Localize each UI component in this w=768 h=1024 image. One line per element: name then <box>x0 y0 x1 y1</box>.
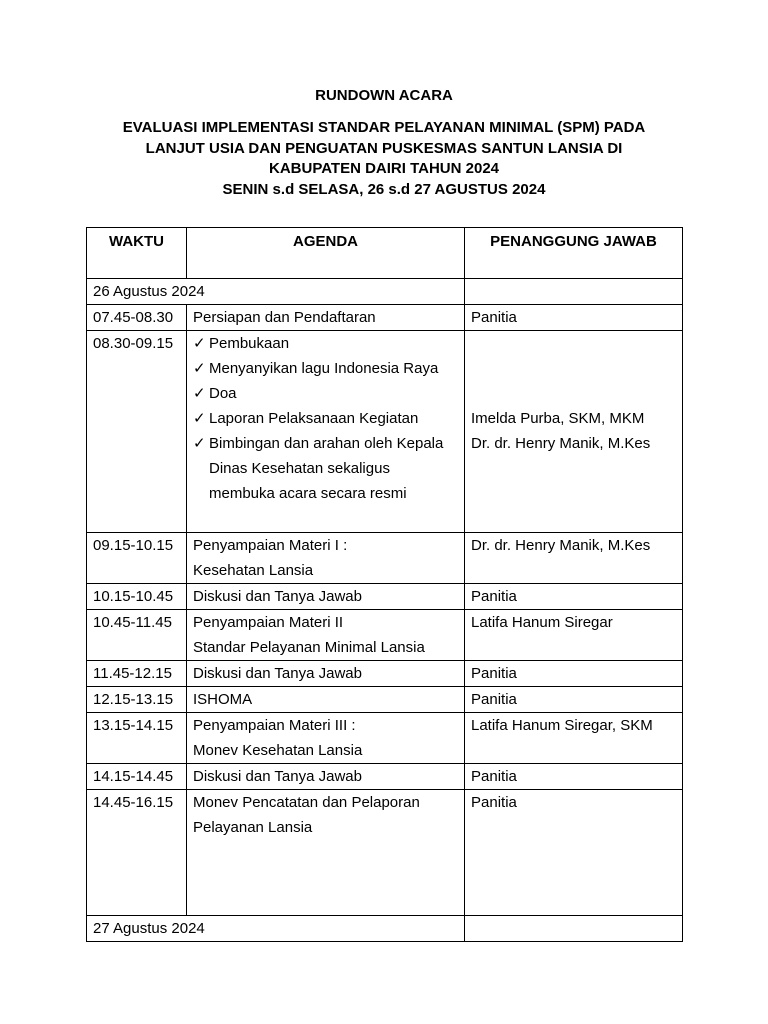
agenda-line: Diskusi dan Tanya Jawab <box>193 588 362 605</box>
checkmark-icon: ✓ <box>193 335 206 352</box>
agenda-line: Diskusi dan Tanya Jawab <box>193 665 362 682</box>
time-cell: 12.15-13.15 <box>87 687 187 713</box>
agenda-line: Pelayanan Lansia <box>193 819 313 836</box>
pic-cell <box>465 584 683 610</box>
time-cell: 14.15-14.45 <box>87 764 187 790</box>
empty-cell <box>465 279 683 305</box>
pic-line: Panitia <box>471 768 517 785</box>
header-penanggung-jawab: PENANGGUNG JAWAB <box>465 228 683 279</box>
date-label: 27 Agustus 2024 <box>87 916 465 942</box>
pic-line: Panitia <box>471 691 517 708</box>
agenda-line: ISHOMA <box>193 691 253 708</box>
agenda-cell <box>187 687 465 713</box>
pic-line: Panitia <box>471 665 517 682</box>
agenda-line: Penyampaian Materi III : <box>193 717 356 734</box>
time-cell: 09.15-10.15 <box>87 533 187 584</box>
date-row <box>87 916 683 942</box>
table-row <box>87 305 683 331</box>
pic-cell <box>465 305 683 331</box>
checkmark-icon: ✓ <box>193 410 206 427</box>
agenda-cell <box>187 610 465 661</box>
checkmark-icon: ✓ <box>193 360 206 377</box>
table-row <box>87 713 683 764</box>
empty-cell <box>465 916 683 942</box>
document-title: RUNDOWN ACARA <box>315 87 453 104</box>
agenda-cell <box>187 331 465 533</box>
subtitle-line: EVALUASI IMPLEMENTASI STANDAR PELAYANAN MINIMAL (SPM) PADA <box>122 119 646 136</box>
pic-line: Latifa Hanum Siregar <box>471 614 613 631</box>
pic-line: Latifa Hanum Siregar, SKM <box>471 717 653 734</box>
table-row <box>87 790 683 916</box>
subtitle-line: KABUPATEN DAIRI TAHUN 2024 <box>268 160 500 177</box>
pic-line: Panitia <box>471 794 517 811</box>
table-row <box>87 584 683 610</box>
subtitle-date-line: SENIN s.d SELASA, 26 s.d 27 AGUSTUS 2024 <box>222 180 546 198</box>
checkmark-icon: ✓ <box>193 435 206 452</box>
time-cell: 08.30-09.15 <box>87 331 187 533</box>
document-subtitle <box>0 118 768 200</box>
table-row <box>87 331 683 533</box>
pic-cell <box>465 764 683 790</box>
agenda-cell <box>187 661 465 687</box>
agenda-line: Penyampaian Materi II <box>193 614 344 631</box>
date-row <box>87 279 683 305</box>
pic-line: Dr. dr. Henry Manik, M.Kes <box>471 435 651 452</box>
time-cell: 13.15-14.15 <box>87 713 187 764</box>
pic-line: Dr. dr. Henry Manik, M.Kes <box>471 537 651 554</box>
checklist-item: ✓ Laporan Pelaksanaan Kegiatan <box>193 406 458 431</box>
agenda-cell <box>187 584 465 610</box>
agenda-line: Monev Pencatatan dan Pelaporan <box>193 794 420 811</box>
pic-line: Panitia <box>471 588 517 605</box>
checklist-item: ✓ Pembukaan <box>193 331 458 356</box>
pic-cell <box>465 533 683 584</box>
agenda-cell <box>187 790 465 916</box>
agenda-cell <box>187 713 465 764</box>
agenda-line: Monev Kesehatan Lansia <box>193 742 363 759</box>
agenda-line: Standar Pelayanan Minimal Lansia <box>193 639 425 656</box>
checklist-item: ✓ Menyanyikan lagu Indonesia Raya <box>193 356 458 381</box>
table-row <box>87 661 683 687</box>
subtitle-line: LANJUT USIA DAN PENGUATAN PUSKESMAS SANTUN LANSIA DI <box>145 139 623 157</box>
pic-line: Imelda Purba, SKM, MKM <box>471 410 645 427</box>
rundown-table <box>86 227 683 942</box>
table-row <box>87 610 683 661</box>
table-row <box>87 687 683 713</box>
pic-cell <box>465 713 683 764</box>
pic-cell <box>465 790 683 916</box>
agenda-line: Persiapan dan Pendaftaran <box>193 309 376 326</box>
agenda-cell <box>187 533 465 584</box>
agenda-cell <box>187 764 465 790</box>
pic-cell <box>465 610 683 661</box>
time-cell: 14.45-16.15 <box>87 790 187 916</box>
time-cell: 10.45-11.45 <box>87 610 187 661</box>
header-agenda: AGENDA <box>187 228 465 279</box>
table-row <box>87 533 683 584</box>
checklist-item: ✓ Doa <box>193 381 458 406</box>
header-waktu: WAKTU <box>87 228 187 279</box>
agenda-line: Kesehatan Lansia <box>193 562 314 579</box>
agenda-line: Diskusi dan Tanya Jawab <box>193 768 362 785</box>
agenda-cell <box>187 305 465 331</box>
time-cell: 11.45-12.15 <box>87 661 187 687</box>
agenda-line: Penyampaian Materi I : <box>193 537 348 554</box>
pic-line: Panitia <box>471 309 517 326</box>
pic-cell <box>465 661 683 687</box>
pic-cell <box>465 331 683 533</box>
checkmark-icon: ✓ <box>193 385 206 402</box>
pic-cell <box>465 687 683 713</box>
date-label: 26 Agustus 2024 <box>87 279 465 305</box>
time-cell: 07.45-08.30 <box>87 305 187 331</box>
table-header-row <box>87 228 683 279</box>
checklist-item: ✓ Bimbingan dan arahan oleh Kepala Dinas Kesehatan sekaligus membuka acara secara resmi <box>193 431 458 506</box>
time-cell: 10.15-10.45 <box>87 584 187 610</box>
table-row <box>87 764 683 790</box>
